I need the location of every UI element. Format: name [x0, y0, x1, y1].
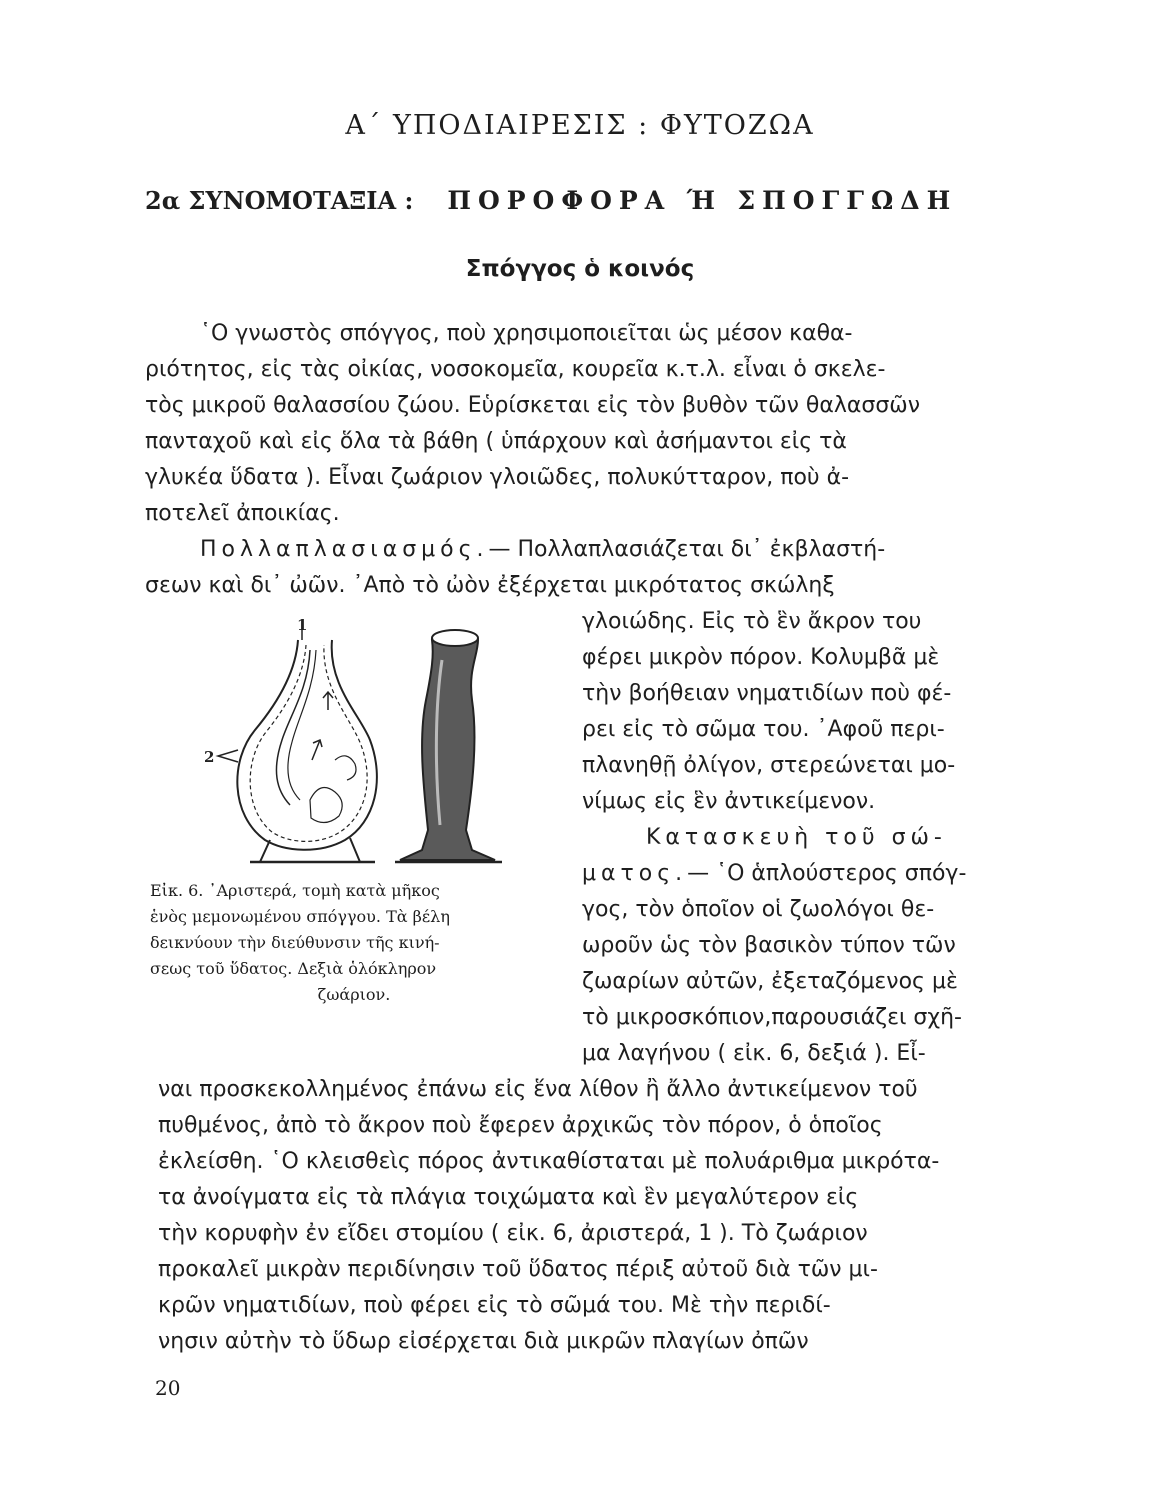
text-line: πανταχοῦ καὶ εἰς ὅλα τὰ βάθη ( ὑπάρχουν καὶ ἀσήμαντοι εἰς τὰ — [145, 429, 847, 454]
text-line: ποτελεῖ ἀποικίας. — [145, 501, 340, 526]
subsection-header — [145, 186, 1040, 215]
text-line: γλυκέα ὕδατα ). Εἶναι ζωάριον γλοιῶδες, πολυκύτταρον, ποὺ ἀ- — [145, 465, 850, 490]
text-line: τὸς μικροῦ θαλασσίου ζώου. Εὑρίσκεται εἰς τὸν βυθὸν τῶν θαλασσῶν — [145, 393, 920, 418]
sponge-section-drawing — [218, 620, 377, 862]
figure-label-2: 2 — [204, 748, 215, 766]
paragraph-heading: Πολλαπλασιασμός. — [200, 537, 489, 562]
text-line: τὴν βοήθειαν νηματιδίων ποὺ φέ- — [582, 681, 952, 706]
subsection-name: ΠΟΡΟΦΟΡΑ Ή ΣΠΟΓΓΩΔΗ — [447, 186, 958, 215]
text-line: γος, τὸν ὁποῖον οἱ ζωολόγοι θε- — [582, 897, 935, 922]
caption-line: ἑνὸς μεμονωμένου σπόγγου. Τὰ βέλη — [150, 907, 450, 926]
text-line: μα λαγήνου ( εἰκ. 6, δεξιά ). Εἶ- — [582, 1041, 926, 1066]
topic-title: Σπόγγος ὁ κοινός — [465, 256, 695, 282]
text-line: πυθμένος, ἀπὸ τὸ ἄκρον ποὺ ἔφερεν ἀρχικῶς τὸν πόρον, ὁ ὁποῖος — [158, 1113, 883, 1138]
text-line: τὴν κορυφὴν ἐν εἴδει στομίου ( εἰκ. 6, ἀριστερά, 1 ). Τὸ ζωάριον — [158, 1221, 868, 1246]
text-line: προκαλεῖ μικρὰν περιδίνησιν τοῦ ὕδατος πέριξ αὐτοῦ διὰ τῶν μι- — [158, 1257, 878, 1282]
text-line: σεων καὶ δι᾽ ὠῶν. ᾽Απὸ τὸ ὠὸν ἐξέρχεται μικρότατος σκώληξ — [145, 573, 835, 598]
text-line — [200, 534, 885, 566]
text-line: γλοιώδης. Εἰς τὸ ἓν ἄκρον του — [582, 609, 922, 634]
text-line: ναι προσκεκολλημένος ἐπάνω εἰς ἕνα λίθον ἢ ἄλλο ἀντικείμενον τοῦ — [158, 1077, 918, 1102]
text-line: ζωαρίων αὐτῶν, ἐξεταζόμενος μὲ — [582, 969, 958, 994]
text-line: ρει εἰς τὸ σῶμα του. ᾽Αφοῦ περι- — [582, 717, 945, 742]
text-line: ριότητος, εἰς τὰς οἰκίας, νοσοκομεῖα, κουρεῖα κ.τ.λ. εἶναι ὁ σκελε- — [145, 357, 886, 382]
figure-label-1: 1 — [297, 616, 308, 634]
whole-sponge-drawing — [395, 630, 502, 862]
text-line: ἐκλείσθη. ῾Ο κλεισθεὶς πόρος ἀντικαθίσταται μὲ πολυάριθμα μικρότα- — [158, 1149, 940, 1174]
page-number: 20 — [155, 1376, 181, 1400]
subsection-prefix: 2α ΣΥΝΟΜΟΤΑΞΙΑ : — [145, 186, 414, 215]
caption-line: δεικνύουν τὴν διεύθυνσιν τῆς κινή- — [150, 933, 440, 952]
section-header: Α΄ ΥΠΟΔΙΑΙΡΕΣΙΣ : ΦΥΤΟΖΩΑ — [345, 110, 815, 141]
figure-caption — [150, 878, 558, 1008]
text-line: νησιν αὐτὴν τὸ ὕδωρ εἰσέρχεται διὰ μικρῶν πλαγίων ὀπῶν — [158, 1329, 809, 1354]
text-line: ωροῦν ὡς τὸν βασικὸν τύπον τῶν — [582, 933, 956, 958]
text-line: φέρει μικρὸν πόρον. Κολυμβᾶ μὲ — [582, 645, 940, 670]
text-line: τὸ μικροσκόπιον,παρουσιάζει σχῆ- — [582, 1005, 962, 1030]
paragraph-heading: Κατασκευὴ τοῦ σώ- — [646, 825, 947, 850]
text-line: ῾Ο γνωστὸς σπόγγος, ποὺ χρησιμοποιεῖται ὡς μέσον καθα- — [200, 321, 853, 346]
text-line: νίμως εἰς ἓν ἀντικείμενον. — [582, 789, 876, 814]
text-line — [582, 858, 966, 890]
text-line: πλανηθῇ ὀλίγον, στερεώνεται μο- — [582, 753, 956, 778]
caption-line: σεως τοῦ ὕδατος. Δεξιὰ ὁλόκληρον — [150, 959, 437, 978]
caption-line: ζωάριον. — [317, 985, 391, 1004]
text-run: — ῾Ο ἁπλούστερος σπόγ- — [687, 861, 967, 886]
caption-line: Εἰκ. 6. ᾽Αριστερά, τομὴ κατὰ μῆκος — [150, 881, 440, 900]
text-run: — Πολλαπλασιάζεται δι᾽ ἐκβλαστή- — [488, 537, 886, 562]
text-line: κρῶν νηματιδίων, ποὺ φέρει εἰς τὸ σῶμά του. Μὲ τὴν περιδί- — [158, 1293, 831, 1318]
paragraph-heading-cont: ματος. — [582, 861, 688, 886]
sponge-figure — [204, 600, 550, 880]
text-line — [646, 822, 947, 854]
text-line: τα ἀνοίγματα εἰς τὰ πλάγια τοιχώματα καὶ ἓν μεγαλύτερον εἰς — [158, 1185, 859, 1210]
